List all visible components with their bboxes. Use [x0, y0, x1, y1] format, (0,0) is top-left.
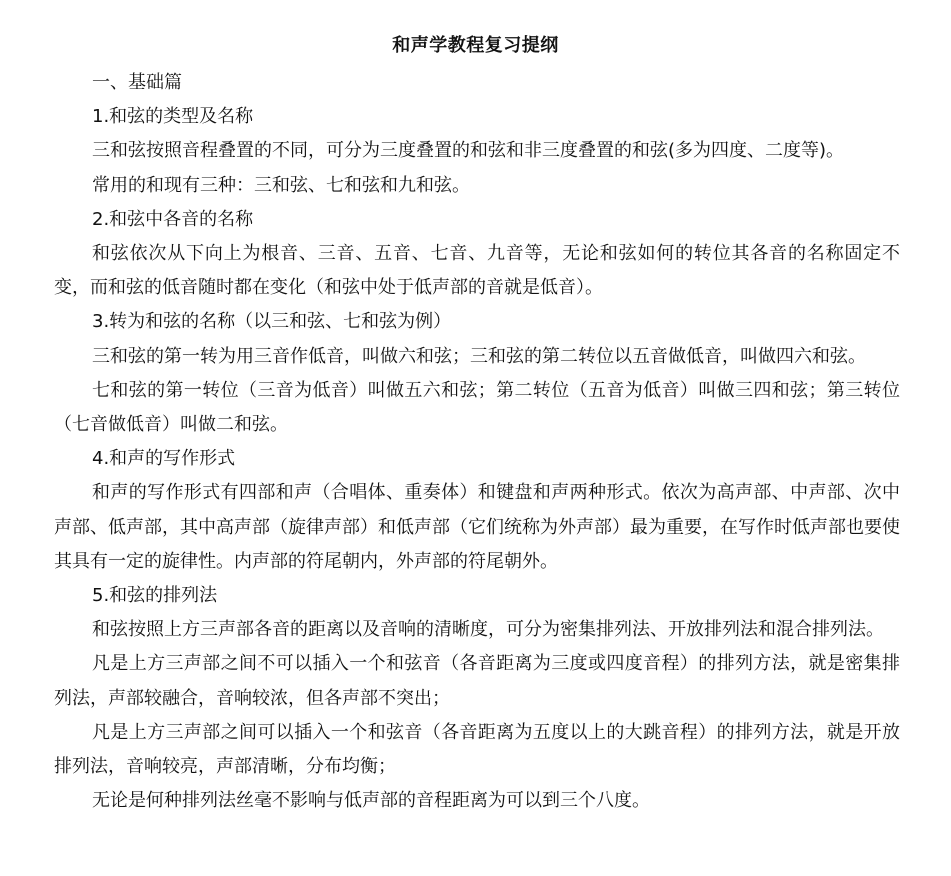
- paragraph-5-2: 凡是上方三声部之间不可以插入一个和弦音（各音距离为三度或四度音程）的排列方法，就是密集排列法，声部较融合，音响较浓，但各声部不突出；: [54, 653, 900, 709]
- section-heading-2: 2.和弦中各音的名称: [92, 208, 254, 230]
- section-heading-3: 3.转为和弦的名称（以三和弦、七和弦为例）: [92, 311, 452, 333]
- paragraph-5-4: 无论是何种排列法丝毫不影响与低声部的音程距离为可以到三个八度。: [92, 790, 650, 812]
- paragraph-5-1: 和弦按照上方三声部各音的距离以及音响的清晰度，可分为密集排列法、开放排列法和混合排列法。: [92, 619, 884, 641]
- paragraph-1-2: 常用的和现有三种：三和弦、七和弦和九和弦。: [92, 174, 470, 196]
- paragraph-2-1: 和弦依次从下向上为根音、三音、五音、七音、九音等，无论和弦如何的转位其各音的名称固定不变，而和弦的低音随时都在变化（和弦中处于低声部的音就是低音）。: [54, 243, 900, 299]
- paragraph-3-2: 七和弦的第一转位（三音为低音）叫做五六和弦；第二转位（五音为低音）叫做三四和弦；第三转位（七音做低音）叫做二和弦。: [54, 379, 900, 436]
- paragraph-5-3: 凡是上方三声部之间可以插入一个和弦音（各音距离为五度以上的大跳音程）的排列方法，就是开放排列法，音响较亮，声部清晰，分布均衡；: [54, 721, 900, 778]
- section-heading-basic: 一、基础篇: [92, 72, 182, 93]
- document-body: [54, 66, 900, 818]
- section-heading-5: 5.和弦的排列法: [92, 585, 218, 607]
- paragraph-3-1: 三和弦的第一转为用三音作低音，叫做六和弦；三和弦的第二转位以五音做低音，叫做四六和弦。: [92, 345, 866, 367]
- paragraph-4-1: 和声的写作形式有四部和声（合唱体、重奏体）和键盘和声两种形式。依次为高声部、中声部、次中声部、低声部，其中高声部（旋律声部）和低声部（它们统称为外声部）最为重要，在写作时低声部也要使其具有一定的旋律性。内声部的符尾朝内，外声部的符尾朝外。: [54, 482, 900, 572]
- document-title: 和声学教程复习提纲: [392, 35, 559, 56]
- section-heading-4: 4.和声的写作形式: [92, 448, 236, 470]
- section-heading-1: 1.和弦的类型及名称: [92, 106, 254, 128]
- paragraph-1-1: 三和弦按照音程叠置的不同，可分为三度叠置的和弦和非三度叠置的和弦(多为四度、二度等)。: [92, 140, 845, 162]
